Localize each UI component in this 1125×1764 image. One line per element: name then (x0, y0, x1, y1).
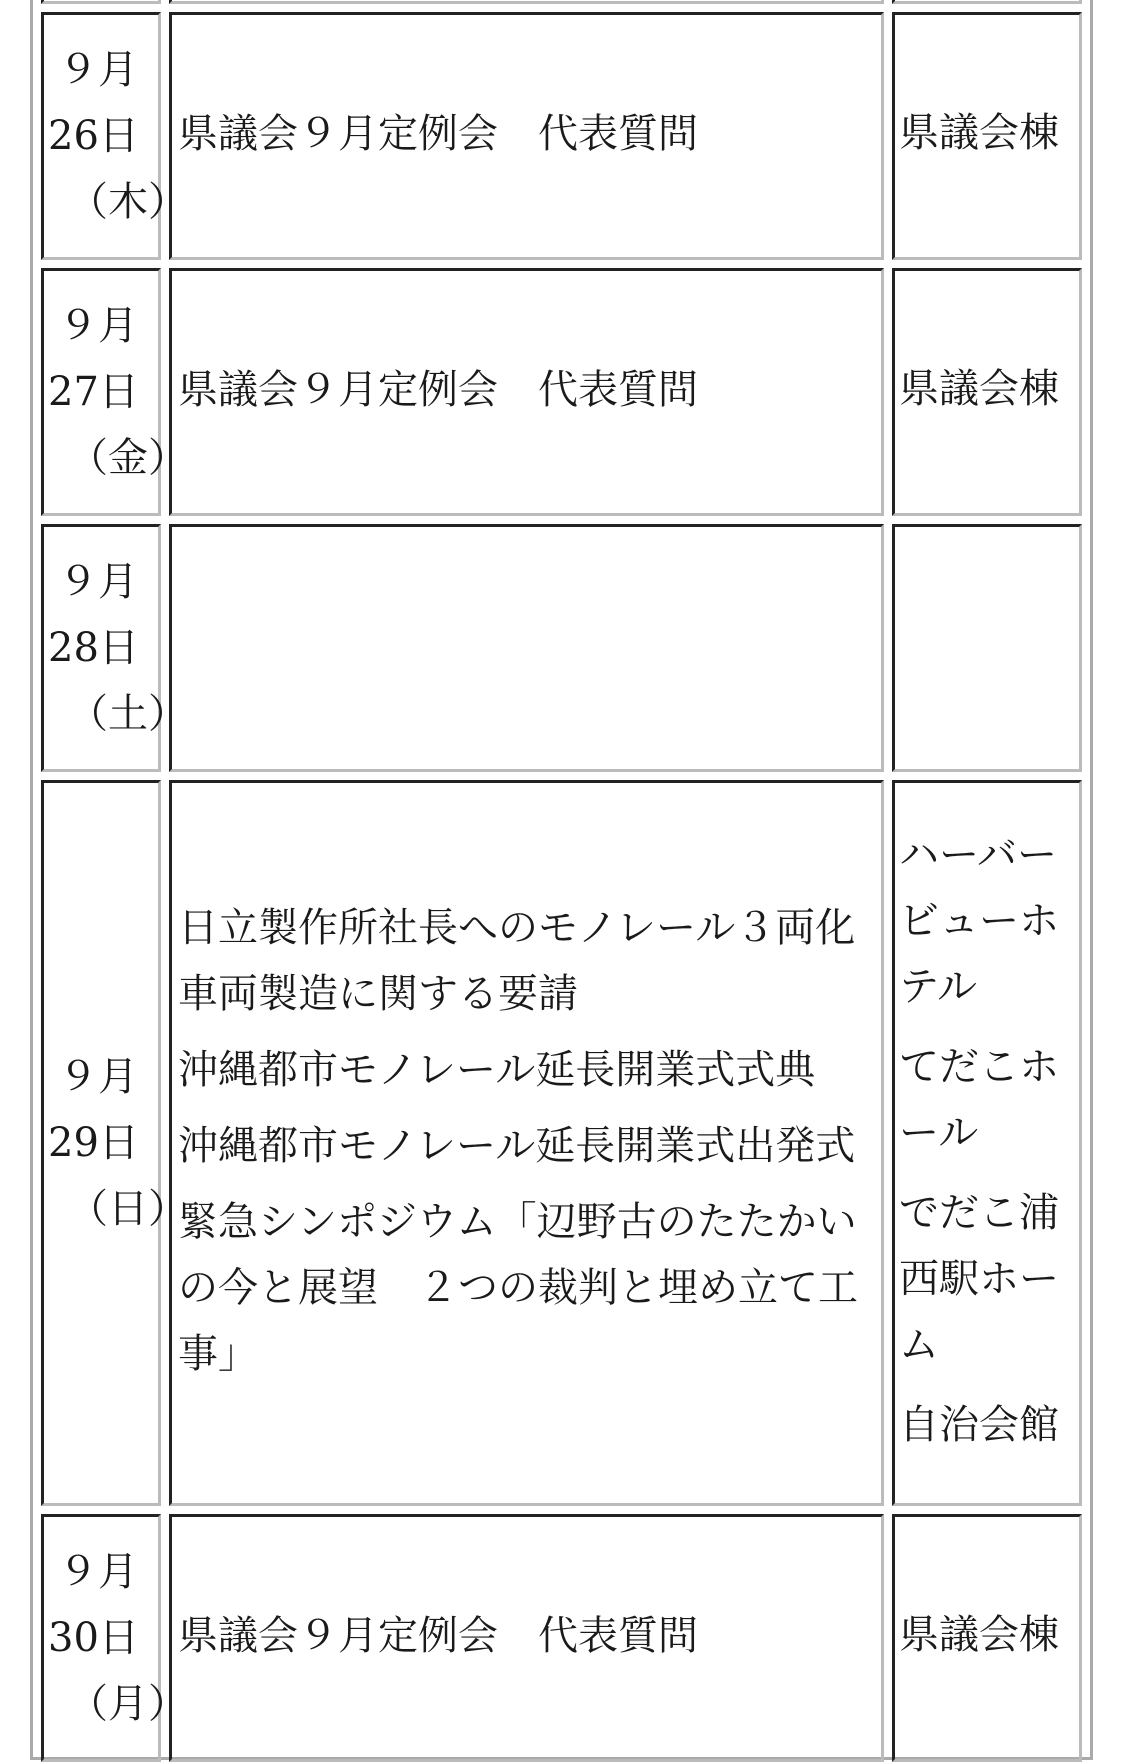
event-cell (169, 780, 884, 1506)
table-row (41, 1514, 1082, 1762)
schedule-table-frame (30, 0, 1093, 1760)
place-item: 県議会棟 (899, 110, 1059, 156)
event-cell (169, 12, 884, 260)
schedule-table (33, 0, 1090, 1764)
event-item: 沖縄都市モノレール延長開業式式典 (178, 1047, 816, 1093)
date-month: ９月 (58, 1054, 138, 1100)
table-row (41, 12, 1082, 260)
event-cell (169, 268, 884, 516)
place-cell (892, 1514, 1082, 1762)
date-month: ９月 (58, 559, 138, 605)
date-cell (41, 268, 188, 516)
event-item: 県議会９月定例会 代表質問 (178, 111, 698, 157)
event-item: 沖縄都市モノレール延長開業式出発式 (178, 1123, 856, 1169)
date-weekday: （金） (68, 435, 188, 481)
event-item: 緊急シンポジウム「辺野古のたたかいの今と展望 ２つの裁判と埋め立て工事」 (178, 1199, 858, 1377)
event-cell (169, 1514, 884, 1762)
place-item: てだこホール (899, 1044, 1059, 1156)
date-weekday: （土） (68, 691, 188, 737)
event-item: 県議会９月定例会 代表質問 (178, 1613, 698, 1659)
date-cell (41, 780, 188, 1506)
place-cell (892, 524, 1082, 772)
place-cell (892, 0, 1082, 4)
table-row (41, 524, 1082, 772)
date-month: ９月 (58, 1549, 138, 1595)
place-item: 県議会棟 (899, 366, 1059, 412)
date-month: ９月 (58, 303, 138, 349)
event-cell (169, 524, 884, 772)
date-day: 28日 (48, 625, 139, 671)
place-cell (892, 780, 1082, 1506)
date-day: 26日 (48, 113, 139, 159)
event-item: 日立製作所社長へのモノレール３両化車両製造に関する要請 (178, 905, 856, 1017)
date-cell (41, 524, 188, 772)
date-weekday: （日） (68, 1186, 188, 1232)
event-item: 県議会９月定例会 代表質問 (178, 367, 698, 413)
date-cell (41, 0, 161, 4)
place-cell (892, 268, 1082, 516)
table-row-previous (41, 0, 1082, 4)
date-cell (41, 1514, 188, 1762)
date-weekday: （月） (68, 1681, 188, 1727)
table-row (41, 268, 1082, 516)
date-day: 29日 (48, 1120, 139, 1166)
date-day: 27日 (48, 369, 139, 415)
place-item: 県議会棟 (899, 1612, 1059, 1658)
date-day: 30日 (48, 1615, 139, 1661)
table-row (41, 780, 1082, 1506)
place-item: 自治会館 (899, 1402, 1059, 1448)
place-item: ハーバービューホテル (899, 832, 1059, 1010)
date-cell (41, 12, 188, 260)
date-weekday: （木） (68, 179, 188, 225)
place-cell (892, 12, 1082, 260)
date-month: ９月 (58, 47, 138, 93)
place-item: でだこ浦西駅ホーム (899, 1190, 1059, 1368)
event-cell (169, 0, 884, 4)
